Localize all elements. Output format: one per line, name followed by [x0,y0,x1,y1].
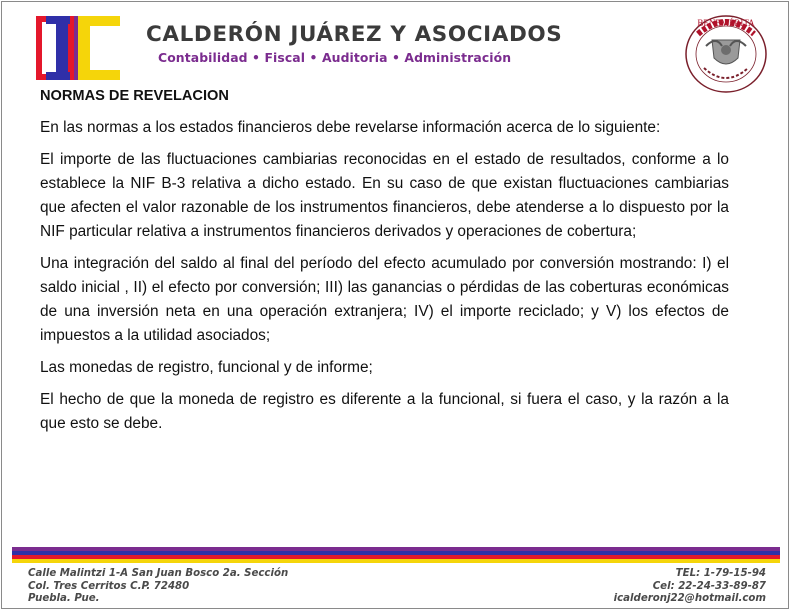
footer-contact [506,568,766,606]
address-line: Calle Malintzi 1-A San Juan Bosco 2a. Sección [28,568,289,579]
address-line: Puebla. Pue. [28,593,100,604]
paragraph-intro: En las normas a los estados financieros debe revelarse información acerca de lo siguiente: [40,119,661,136]
footer-stripes [12,547,780,563]
email-address: icalderonj22@hotmail.com [613,593,766,604]
company-logo [34,14,124,82]
paragraph-fluctuaciones: El importe de las fluctuaciones cambiarias reconocidas en el estado de resultados, conforme a lo establece la NIF B-3 relativa a dicho estado. En su caso de que existan fluctuaciones cambiarias que afecten el valor razonable de los instrumentos financieros, debe atenderse a lo dispuesto por la NIF particular relativa a instrumentos financieros derivados y operaciones de cobertura; [40,151,729,240]
paragraph-integracion: Una integración del saldo al final del período del efecto acumulado por conversión mostrando: I) el saldo inicial , II) el efecto por conversión; III) las ganancias o pérdidas de las coberturas económicas de una inversión neta en una operación extranjera; IV) el importe reciclado; y V) los efectos de impuestos a la utilidad asociados; [40,255,729,344]
telephone: TEL: 1-79-15-94 [675,568,766,579]
firm-name: CALDERÓN JUÁREZ Y ASOCIADOS [146,22,563,47]
paragraph-monedas: Las monedas de registro, funcional y de informe; [40,359,373,376]
paragraph-moneda-registro: El hecho de que la moneda de registro es diferente a la funcional, si fuera el caso, y la razón a la que esto se debe. [40,391,729,432]
section-heading: NORMAS DE REVELACION [40,88,229,104]
seal-lettering: BENEMÉRITA [697,18,755,28]
firm-tagline: Contabilidad • Fiscal • Auditoria • Administración [158,50,512,65]
cellphone: Cel: 22-24-33-89-87 [652,580,766,592]
footer-address [28,568,388,606]
address-line: Col. Tres Cerritos C.P. 72480 [28,580,190,592]
document-body [40,84,729,444]
